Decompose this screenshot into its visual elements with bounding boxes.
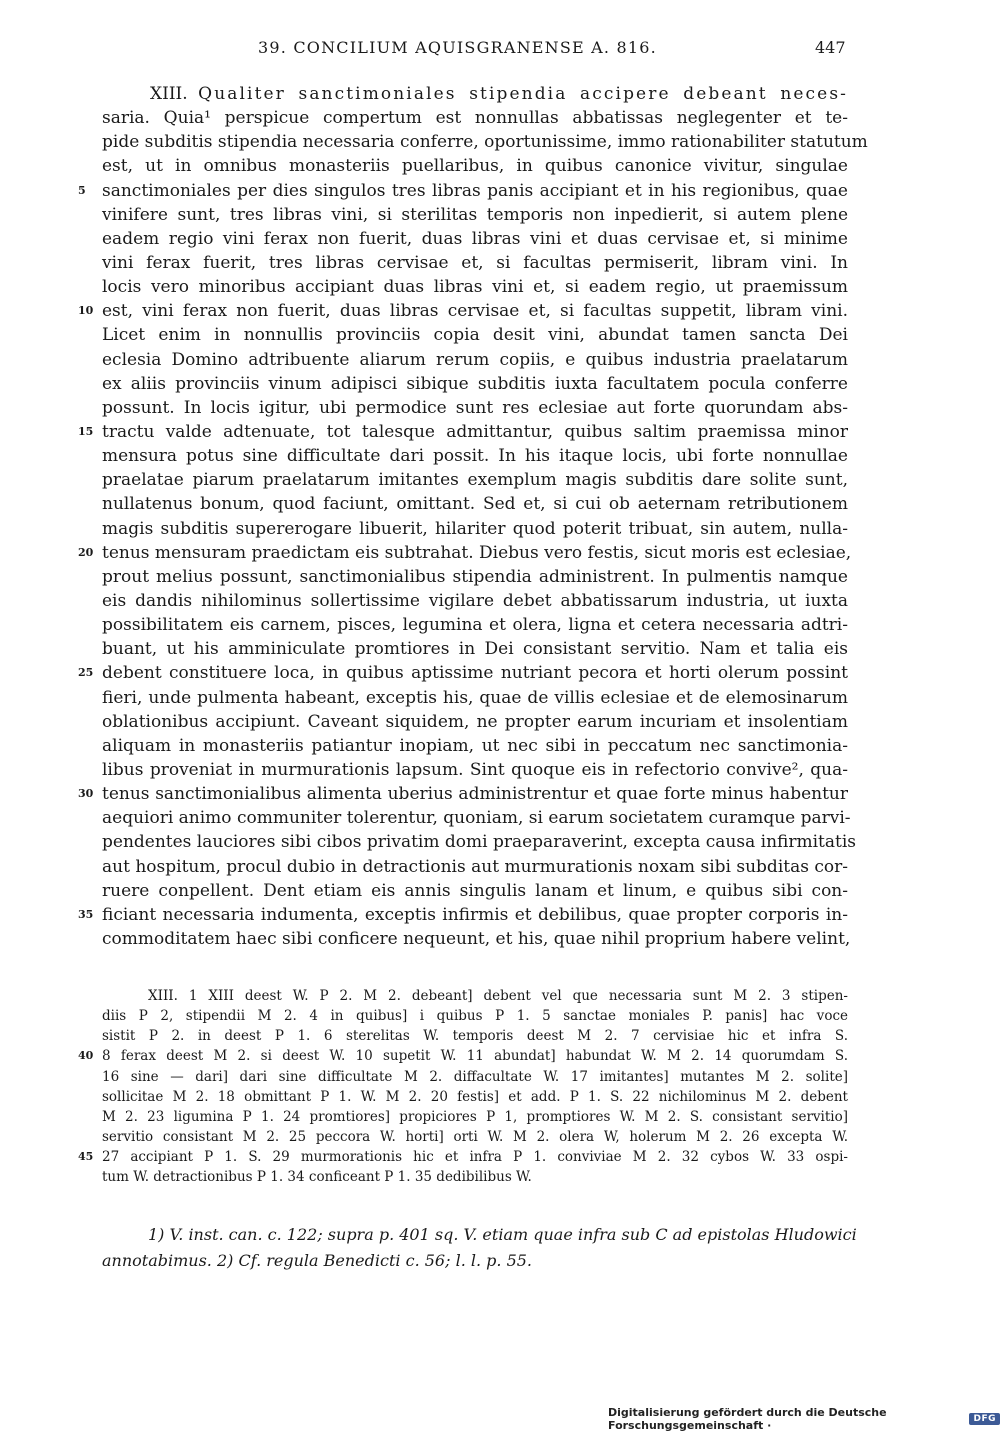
text-line — [0, 686, 848, 710]
line-number: 35 — [78, 907, 94, 921]
apparatus-line-text: tum W. detractionibus P 1. 34 conficeant P 1. 35 dedibilibus W. — [102, 1169, 532, 1186]
text-line — [0, 710, 848, 734]
text-line — [0, 806, 851, 830]
text-line — [0, 396, 848, 420]
text-line — [0, 299, 848, 323]
text-line-text: nullatenus bonum, quod faciunt, omittant. Sed et, si cui ob aeternam retributionem — [102, 494, 848, 515]
text-line — [0, 106, 848, 130]
text-line — [0, 251, 848, 275]
text-line — [0, 203, 848, 227]
main-text — [0, 82, 1000, 951]
text-line — [0, 613, 848, 637]
chapter-number: XIII. — [150, 84, 199, 104]
text-line-text: commoditatem haec sibi conficere nequeunt, et his, quae nihil proprium habere velint, — [102, 928, 851, 949]
line-number: 45 — [78, 1150, 94, 1164]
text-line-text: oblationibus accipiunt. Caveant siquidem, ne propter earum incuriam et insolentiam — [102, 711, 848, 732]
line-number: 5 — [78, 183, 86, 197]
apparatus-line-text: 27 accipiant P 1. S. 29 murmorationis hic et infra P 1. conviviae M 2. 32 cybos W. 33 ospi- — [102, 1149, 848, 1166]
text-line-text: possibilitatem eis carnem, pisces, legumina et olera, ligna et cetera necessaria adtri- — [102, 615, 848, 636]
chapter-title: Qualiter sanctimoniales stipendia accipere debeant neces- — [198, 84, 848, 104]
text-line-text: buant, ut his amminiculate promtiores in Dei consistant servitio. Nam et talia eis — [102, 639, 848, 660]
text-line — [0, 130, 868, 154]
text-line — [0, 541, 852, 565]
text-line — [0, 154, 848, 178]
text-line — [0, 444, 848, 468]
text-line-text: praelatae piarum praelatarum imitantes exemplum magis subditis dare solite sunt, — [102, 470, 848, 491]
text-line-text: ficiant necessaria indumenta, exceptis infirmis et debilibus, quae propter corporis in- — [102, 904, 848, 925]
text-line — [0, 492, 848, 516]
apparatus-line — [0, 986, 848, 1006]
text-line — [0, 179, 848, 203]
apparatus-line-text: XIII. 1 XIII deest W. P 2. M 2. debeant] debent vel que necessaria sunt M 2. 3 stipen- — [148, 988, 848, 1004]
dfg-logo-icon: DFG — [969, 1413, 1000, 1425]
text-line-text: fieri, unde pulmenta habeant, exceptis his, quae de villis eclesiae et de elemosinarum — [102, 687, 848, 708]
text-line-text: aliquam in monasteriis patiantur inopiam, ut nec sibi in peccatum nec sanctimonia- — [102, 735, 848, 756]
text-line-text: aut hospitum, procul dubio in detractionis aut murmurationis noxam sibi subditas cor- — [102, 856, 848, 877]
text-line-text: eclesia Domino adtribuente aliarum rerum copiis, e quibus industria praelatarum — [102, 349, 848, 370]
text-line-text: magis subditis supererogare libuerit, hilariter quod poterit tribuat, sin autem, nulla- — [102, 518, 848, 539]
critical-apparatus — [0, 986, 1000, 1187]
header-title: 39. CONCILIUM AQUISGRANENSE A. 816. — [258, 38, 657, 57]
text-line-text: saria. Quia¹ perspicue compertum est nonnullas abbatissas neglegenter et te- — [102, 108, 848, 129]
text-line-text: tenus sanctimonialibus alimenta uberius administrentur et quae forte minus habentur — [102, 784, 848, 805]
apparatus-line — [0, 1046, 848, 1066]
apparatus-line-text: 8 ferax deest M 2. si deest W. 10 supetit W. 11 abundat] habundat W. M 2. 14 quorumdam S. — [102, 1048, 848, 1065]
text-line-text: vini ferax fuerit, tres libras cervisae et, si facultas permiserit, libram vini. In — [102, 252, 848, 273]
text-line-text: libus proveniat in murmurationis lapsum. Sint quoque eis in refectorio convive², qua- — [102, 759, 848, 780]
text-line — [0, 348, 848, 372]
text-line-text: Licet enim in nonnullis provinciis copia desit vini, abundat tamen sancta Dei — [102, 325, 848, 346]
text-line — [0, 734, 848, 758]
apparatus-line — [0, 1127, 848, 1147]
text-line-text: mensura potus sine difficultate dari possit. In his itaque locis, ubi forte nonnullae — [102, 446, 848, 467]
text-line-text: tractu valde adtenuate, tot talesque admittantur, quibus saltim praemissa minor — [102, 421, 848, 442]
apparatus-line — [0, 1107, 848, 1127]
text-line — [0, 468, 848, 492]
text-line-text: ex aliis provinciis vinum adipisci sibique subditis iuxta facultatem pocula conferre — [102, 373, 848, 394]
text-line-text: sanctimoniales per dies singulos tres libras panis accipiant et in his regionibus, quae — [102, 180, 848, 201]
text-line — [0, 275, 848, 299]
apparatus-line — [0, 1026, 848, 1046]
text-line — [0, 830, 856, 854]
text-line-text: ruere conpellent. Dent etiam eis annis singulis lanam et linum, e quibus sibi con- — [102, 880, 848, 901]
text-line — [0, 927, 851, 951]
text-line — [0, 855, 848, 879]
text-line-text: eis dandis nihilominus sollertissime vigilare debet abbatissarum industria, ut iuxta — [102, 590, 848, 611]
text-line — [0, 758, 848, 782]
running-header — [0, 38, 1000, 62]
text-line — [0, 517, 848, 541]
footnotes — [0, 1222, 1000, 1274]
apparatus-line-text: sistit P 2. in deest P 1. 6 sterelitas W. temporis deest M 2. 7 cervisiae hic et infra S. — [102, 1028, 848, 1045]
text-line — [0, 661, 848, 685]
apparatus-line-text: servitio consistant M 2. 25 peccora W. horti] orti W. M 2. olera W, holerum M 2. 26 excepta W. — [102, 1128, 848, 1145]
text-line-text: aequiori animo communiter tolerentur, quoniam, si earum societatem curamque parvi- — [102, 808, 851, 829]
apparatus-line-text: sollicitae M 2. 18 obmittant P 1. W. M 2. 20 festis] et add. P 1. S. 22 nichilominus M 2. debent — [102, 1088, 848, 1105]
text-line — [0, 323, 848, 347]
digitization-credit — [608, 1406, 1000, 1432]
footnote-line: 1) V. inst. can. c. 122; supra p. 401 sq. V. etiam quae infra sub C ad epistolas Hludowici — [148, 1225, 857, 1244]
line-number: 25 — [78, 666, 94, 680]
page-number: 447 — [815, 38, 846, 57]
apparatus-line — [0, 1087, 848, 1107]
text-line-text: possunt. In locis igitur, ubi permodice sunt res eclesiae aut forte quorundam abs- — [102, 397, 848, 418]
text-line — [0, 227, 848, 251]
text-line-text: eadem regio vini ferax non fuerit, duas libras vini et duas cervisae et, si minime — [102, 228, 848, 249]
credit-text: Digitalisierung gefördert durch die Deutsche Forschungsgemeinschaft · — [608, 1406, 887, 1432]
line-number: 20 — [78, 545, 94, 559]
text-line — [0, 589, 848, 613]
text-line-text: locis vero minoribus accipiant duas libras vini et, si eadem regio, ut praemissum — [102, 277, 848, 298]
text-line-text: pide subditis stipendia necessaria conferre, oportunissime, immo rationabiliter statutum — [102, 132, 868, 153]
apparatus-line-text: diis P 2, stipendii M 2. 4 in quibus] i quibus P 1. 5 sanctae moniales P. panis] hac voce — [102, 1008, 848, 1025]
text-line — [0, 420, 848, 444]
text-line-text: debent constituere loca, in quibus aptissime nutriant pecora et horti olerum possint — [102, 663, 848, 684]
apparatus-line — [0, 1167, 848, 1187]
text-line — [0, 565, 848, 589]
text-line — [0, 879, 848, 903]
apparatus-line — [0, 1006, 848, 1026]
text-line — [0, 782, 848, 806]
text-line-text: tenus mensuram praedictam eis subtrahat. Diebus vero festis, sicut moris est eclesiae, — [102, 542, 852, 563]
text-line-text: vinifere sunt, tres libras vini, si sterilitas temporis non inpedierit, si autem plene — [102, 204, 848, 225]
text-line-text: est, vini ferax non fuerit, duas libras cervisae et, si facultas suppetit, libram vini. — [102, 301, 848, 322]
footnote-line: annotabimus. 2) Cf. regula Benedicti c. 56; l. l. p. 55. — [102, 1251, 533, 1270]
apparatus-line — [0, 1147, 848, 1167]
line-number: 40 — [78, 1049, 94, 1063]
text-line-text: est, ut in omnibus monasteriis puellaribus, in quibus canonice vivitur, singulae — [102, 156, 848, 177]
line-number: 10 — [78, 304, 94, 318]
text-line — [0, 372, 848, 396]
text-line — [0, 637, 848, 661]
text-line-text: pendentes lauciores sibi cibos privatim domi praeparaverint, excepta causa infirmitatis — [102, 832, 856, 853]
line-number: 15 — [78, 424, 94, 438]
text-line — [0, 903, 848, 927]
chapter-heading — [0, 82, 848, 106]
apparatus-line-text: M 2. 23 ligumina P 1. 24 promtiores] propiciores P 1, promptiores W. M 2. S. consistant servitio] — [102, 1108, 848, 1125]
text-line-text: prout melius possunt, sanctimonialibus stipendia administrent. In pulmentis namque — [102, 566, 848, 587]
apparatus-line — [0, 1067, 848, 1087]
apparatus-line-text: 16 sine — dari] dari sine difficultate M 2. diffacultate W. 17 imitantes] mutantes M 2. solite] — [102, 1068, 848, 1085]
line-number: 30 — [78, 787, 94, 801]
